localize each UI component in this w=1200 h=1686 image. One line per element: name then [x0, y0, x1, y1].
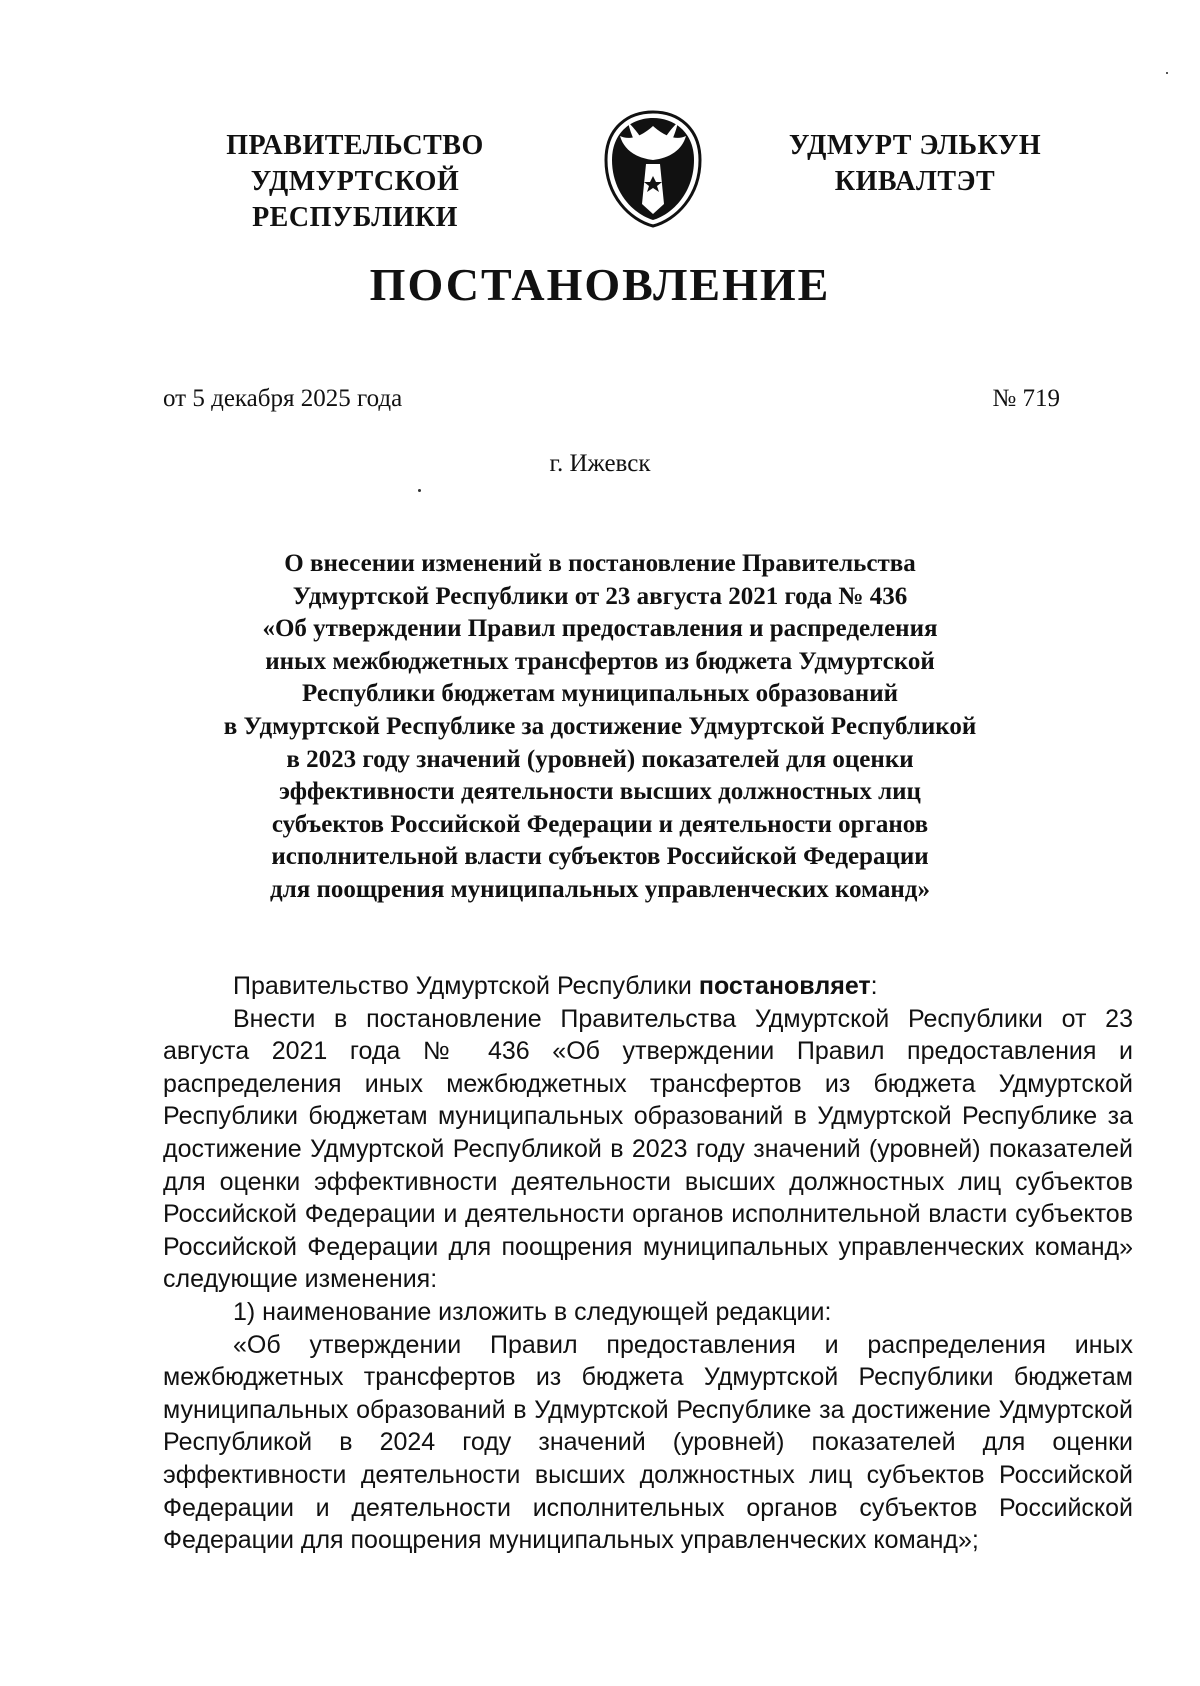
document-title: ПОСТАНОВЛЕНИЕ	[369, 259, 831, 310]
subject-line: «Об утверждении Правил предоставления и распределения	[262, 615, 938, 643]
paragraph-item-1: 1) наименование изложить в следующей редакции:	[233, 1297, 832, 1326]
document-city: г. Ижевск	[549, 450, 651, 477]
government-name-russian	[145, 128, 565, 236]
udmurt-emblem-icon	[598, 108, 708, 230]
intro-paragraph	[163, 970, 1133, 1003]
subject-line: О внесении изменений в постановление Правительства	[284, 550, 916, 577]
document-body	[163, 970, 1133, 1557]
scan-speck-corner	[1166, 72, 1168, 74]
document-subject	[150, 548, 1050, 907]
header-right-line2: КИВАЛТЭТ	[834, 166, 996, 197]
paragraph-new-title: «Об утверждении Правил предоставления и распределения иных межбюджетных трансфертов из бюджета Удмуртской Республики бюджетам муниципальных образований в Удмуртской Республике за достижение Удмуртской Республикой в 2024 году значений (уровней) показателей для оценки эффективности деятельности высших должностных лиц субъектов Российской Федерации и деятельности исполнительных органов субъектов Российской Федерации для поощрения муниципальных управленческих команд»;	[163, 1330, 1133, 1555]
subject-line: иных межбюджетных трансфертов из бюджета Удмуртской	[265, 647, 935, 675]
document-number: № 719	[992, 385, 1060, 412]
subject-line: для поощрения муниципальных управленческих команд»	[270, 875, 930, 903]
subject-line: субъектов Российской Федерации и деятельности органов	[271, 810, 929, 838]
subject-line: Республики бюджетам муниципальных образований	[301, 680, 899, 708]
header-right-line1: УДМУРТ ЭЛЬКУН	[788, 130, 1042, 161]
header-left-line2: УДМУРТСКОЙ РЕСПУБЛИКИ	[250, 166, 460, 233]
subject-line: в 2023 году значений (уровней) показателей для оценки	[286, 745, 914, 773]
intro-text: Правительство Удмуртской Республики	[233, 972, 699, 1000]
subject-line: в Удмуртской Республике за достижение Удмуртской Республикой	[223, 712, 977, 740]
header-left-line1: ПРАВИТЕЛЬСТВО	[226, 130, 484, 161]
subject-line: Удмуртской Республики от 23 августа 2021 года № 436	[292, 582, 908, 610]
subject-line: эффективности деятельности высших должностных лиц	[279, 778, 921, 806]
government-name-udmurt	[765, 128, 1065, 200]
document-date: от 5 декабря 2025 года	[163, 385, 403, 412]
intro-end: :	[870, 972, 878, 1000]
paragraph-amend: Внести в постановление Правительства Удмуртской Республики от 23 августа 2021 года № 436 «Об утверждении Правил предоставления и распределения иных межбюджетных трансфертов из бюджета Удмуртской Республики бюджетам муниципальных образований в Удмуртской Республике за достижение Удмуртской Республикой в 2023 году значений (уровней) показателей для оценки эффективности деятельности высших должностных лиц субъектов Российской Федерации и деятельности органов исполнительной власти субъектов Российской Федерации для поощрения муниципальных управленческих команд» следующие изменения:	[163, 1004, 1133, 1294]
scan-speck	[418, 489, 421, 492]
subject-line: исполнительной власти субъектов Российской Федерации	[271, 843, 929, 871]
intro-bold: постановляет	[698, 972, 871, 1000]
